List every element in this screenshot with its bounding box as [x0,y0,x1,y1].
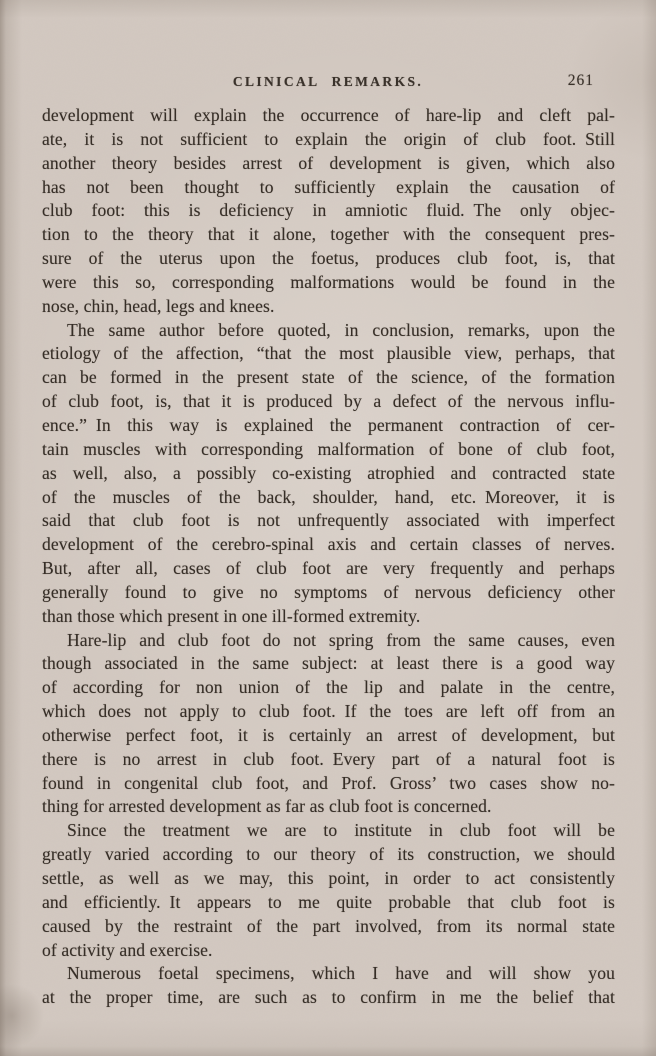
text-line: were this so, corresponding malformations would be found in the [42,271,615,292]
text-line: caused by the restraint of the part involved, from its normal state [42,915,615,936]
text-line: another theory besides arrest of development is given, which also [42,152,615,173]
text-line: though associated in the same subject: at least there is a good way [42,653,615,674]
text-line: of according for non union of the lip and palate in the centre, [42,677,615,698]
text-line: of activity and exercise. [42,939,213,960]
running-head-title: CLINICAL REMARKS. [232,74,424,89]
paragraph [42,104,615,319]
text-line: greatly varied according to our theory of its construction, we should [42,844,615,865]
text-line: otherwise perfect foot, it is certainly an arrest of development, but [42,724,615,745]
text-line: which does not apply to club foot. If the toes are left off from an [42,701,615,722]
text-line: club foot: this is deficiency in amniotic fluid. The only objec- [42,200,615,221]
text-line: tain muscles with corresponding malformation of bone of club foot, [42,438,615,459]
text-line: and efficiently. It appears to me quite probable that club foot is [42,891,615,912]
text-line: found in congenital club foot, and Prof. Gross’ two cases show no- [42,772,615,793]
text-line: has not been thought to sufficiently explain the causation of [42,176,615,197]
text-line: Hare-lip and club foot do not spring from the same causes, even [67,629,615,650]
text-line: tion to the theory that it alone, together with the consequent pres- [42,224,615,245]
paragraph [42,962,615,1010]
text-line: generally found to give no symptoms of nervous deficiency other [42,581,615,602]
text-line: can be formed in the present state of the science, of the formation [42,367,615,388]
text-line: sure of the uterus upon the foetus, produces club foot, is, that [42,248,615,269]
text-line: Since the treatment we are to institute in club foot will be [67,820,615,841]
text-line: The same author before quoted, in conclusion, remarks, upon the [67,319,615,340]
text-line: ate, it is not sufficient to explain the origin of club foot. Still [42,128,615,149]
text-line: settle, as well as we may, this point, in order to act consistently [42,868,615,888]
text-line: as well, also, a possibly co-existing atrophied and contracted state [42,462,615,483]
paragraph [42,319,615,629]
page-number: 261 [567,72,594,89]
text-line: of club foot, is, that it is produced by a defect of the nervous influ- [42,391,615,412]
text-line: than those which present in one ill-formed extremity. [42,605,421,626]
text-line: nose, chin, head, legs and knees. [42,295,275,316]
text-line: Numerous foetal specimens, which I have and will show you [67,963,615,984]
paragraph [42,629,615,820]
text-line: But, after all, cases of club foot are very frequently and perhaps [42,558,615,579]
page-body [42,104,615,1010]
text-line: development will explain the occurrence of hare-lip and cleft pal- [42,105,615,125]
text-line: there is no arrest in club foot. Every part of a natural foot is [42,748,615,769]
text-line: at the proper time, are such as to confirm in me the belief that [42,987,615,1008]
running-head [42,74,614,94]
text-line: said that club foot is not unfrequently associated with imperfect [42,510,615,531]
text-line: of the muscles of the back, shoulder, hand, etc. Moreover, it is [42,486,615,507]
text-line: thing for arrested development as far as club foot is concerned. [42,796,492,817]
paragraph [42,819,615,962]
text-line: development of the cerebro-spinal axis and certain classes of nerves. [42,534,615,555]
text-line: ence.” In this way is explained the permanent contraction of cer- [42,414,615,435]
text-line: etiology of the affection, “that the most plausible view, perhaps, that [42,343,615,364]
